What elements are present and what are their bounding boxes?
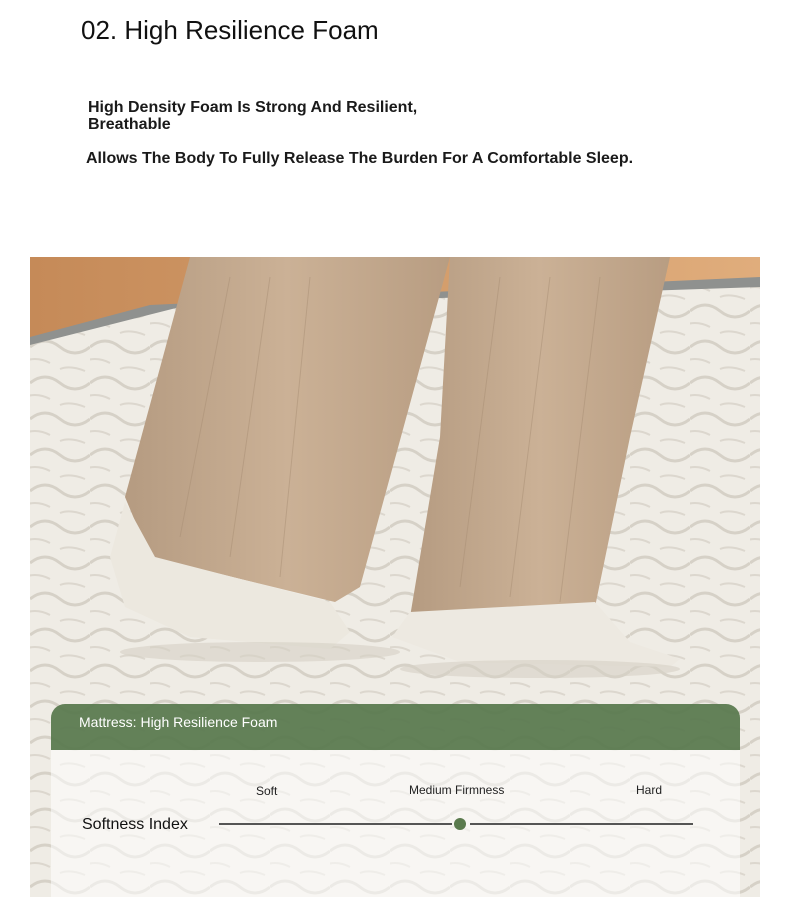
softness-index-label: Softness Index: [82, 816, 188, 833]
softness-track-left: [219, 823, 452, 825]
scale-label-medium: Medium Firmness: [409, 783, 505, 797]
softness-panel: [51, 704, 740, 897]
section-description: Allows The Body To Fully Release The Burden For A Comfortable Sleep.: [86, 150, 634, 167]
scale-label-soft: Soft: [256, 784, 278, 798]
scale-label-hard: Hard: [636, 783, 663, 797]
section-heading: 02. High Resilience Foam: [81, 15, 379, 45]
section-subtitle: High Density Foam Is Strong And Resilient, Breathable: [88, 99, 418, 133]
softness-track-right: [470, 823, 693, 825]
panel-title: Mattress: High Resilience Foam: [79, 714, 278, 730]
panel-header: [51, 704, 740, 750]
softness-indicator: [454, 818, 466, 830]
